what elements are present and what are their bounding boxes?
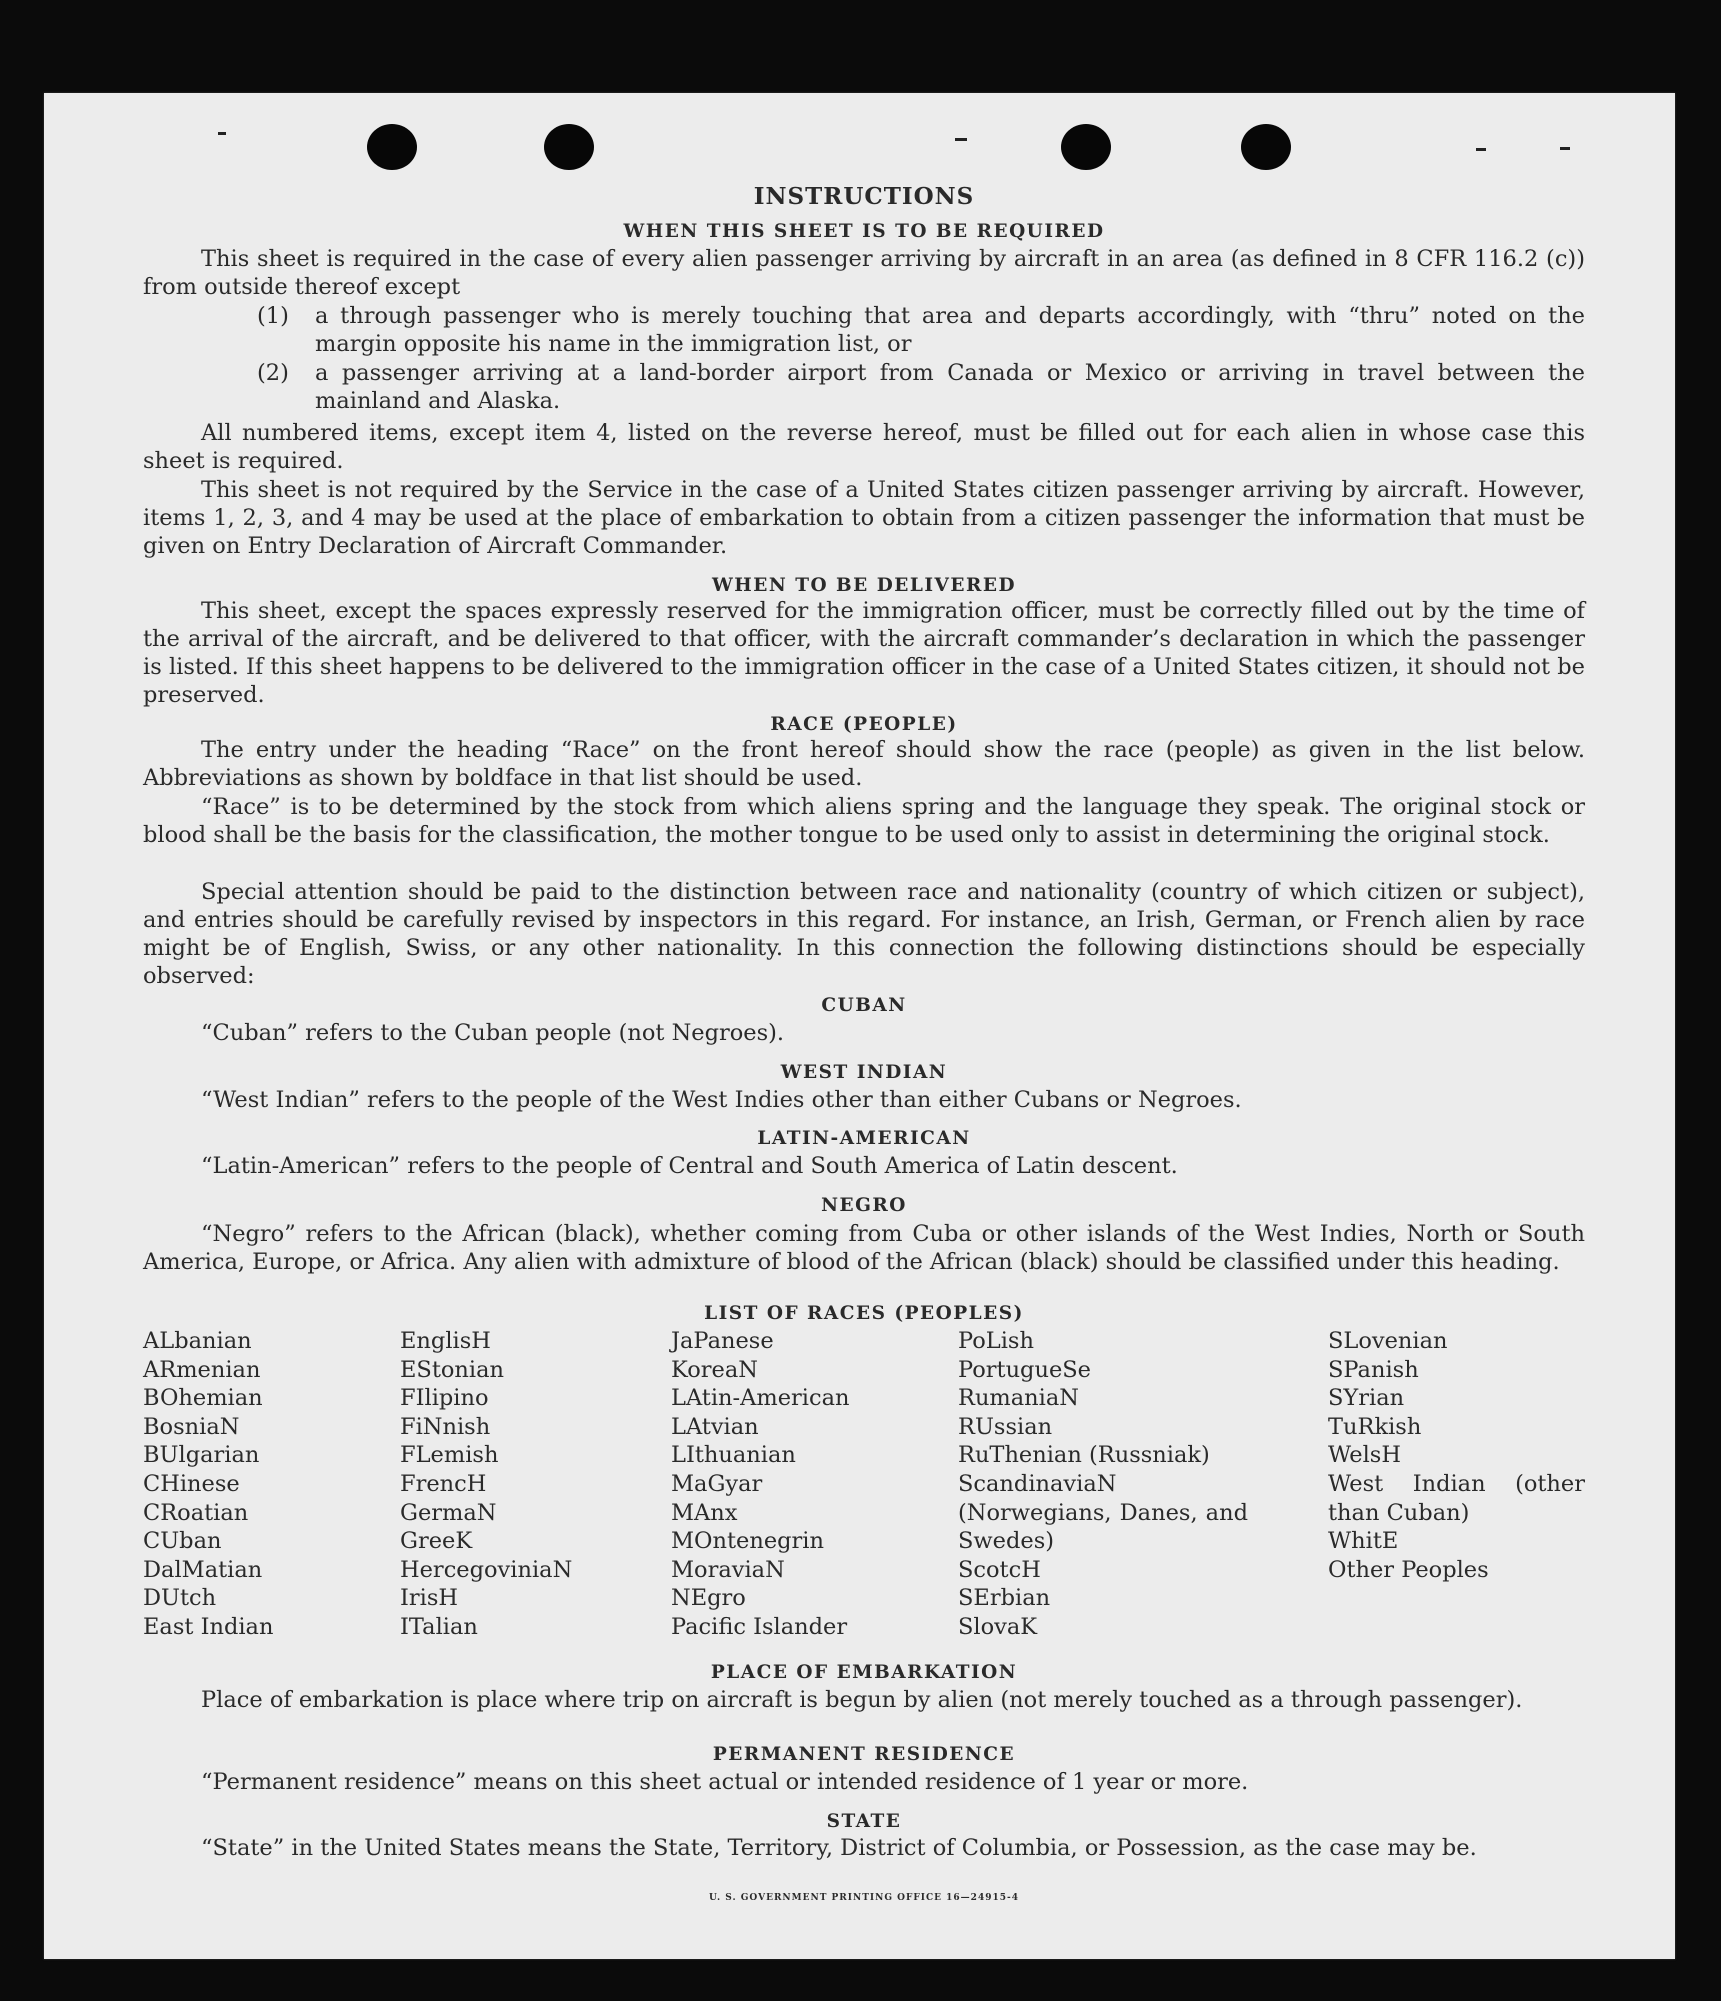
race-entry: IrisH [400, 1585, 459, 1612]
heading-negro: NEGRO [821, 1195, 907, 1216]
speck [1560, 147, 1570, 150]
printing-office-imprint: U. S. GOVERNMENT PRINTING OFFICE 16—24915-4 [709, 1893, 1019, 1903]
race-entry: EnglisH [400, 1328, 491, 1354]
race-entry: EStonian [400, 1356, 505, 1383]
race-entry: MoraviaN [671, 1556, 785, 1583]
heading-west-indian: WEST INDIAN [780, 1062, 948, 1083]
when-required-para-2: All numbered items, except item 4, listed on the reverse hereof, must be filled out for each alien in whose case this sheet is required. [143, 420, 1585, 474]
race-entry: FrencH [400, 1470, 487, 1497]
page-title: INSTRUCTIONS [753, 183, 975, 210]
when-required-para-3: This sheet is not required by the Service in the case of a United States citizen passenger arriving by aircraft. However, items 1, 2, 3, and 4 may be used at the place of embarkation to obtain from a citizen passenger the information that must be given on Entry Declaration of Aircraft Commander. [143, 477, 1585, 559]
list-item [257, 302, 1585, 358]
races-column-5 [1328, 1327, 1585, 1584]
race-entry: LAtvian [671, 1413, 759, 1440]
race-entry: RuThenian (Russniak) [958, 1442, 1210, 1469]
punch-hole [1241, 124, 1291, 170]
cuban-text: “Cuban” refers to the Cuban people (not Negroes). [201, 1020, 785, 1046]
item-text: a passenger arriving at a land-border airport from Canada or Mexico or arriving in travel between the mainland and Alaska. [315, 360, 1585, 414]
race-entry: GermaN [400, 1499, 497, 1526]
races-column-2 [400, 1327, 640, 1642]
race-entry: FLemish [400, 1442, 499, 1469]
heading-race: RACE (PEOPLE) [770, 714, 958, 735]
race-entry: CUban [143, 1528, 222, 1555]
heading-when-delivered: WHEN TO BE DELIVERED [712, 575, 1016, 596]
race-entry: RUssian [958, 1413, 1053, 1440]
race-entry: PortugueSe [958, 1356, 1092, 1383]
race-entry: SErbian [958, 1585, 1051, 1612]
heading-list-of-races: LIST OF RACES (PEOPLES) [704, 1303, 1024, 1324]
west-indian-text: “West Indian” refers to the people of the West Indies other than either Cubans or Negroes. [201, 1087, 1242, 1113]
race-entry: Pacific Islander [671, 1613, 848, 1640]
race-entry: FIlipino [400, 1385, 489, 1412]
race-entry: SlovaK [958, 1613, 1038, 1640]
when-required-intro: This sheet is required in the case of every alien passenger arriving by aircraft in an area (as defined in 8 CFR 116.2 (c)) from outside thereof except [143, 246, 1585, 300]
when-delivered-text: This sheet, except the spaces expressly reserved for the immigration officer, must be correctly filled out by the time of the arrival of the aircraft, and be delivered to that officer, with the aircraft commander’s declaration in which the passenger is listed. If this sheet happens to be delivered to the immigration officer in the case of a United States citizen, it should not be preserved. [143, 598, 1585, 708]
race-entry: MOntenegrin [671, 1528, 824, 1555]
race-entry: PoLish [958, 1328, 1034, 1354]
race-entry: BUlgarian [143, 1442, 260, 1469]
race-entry: ScandinaviaN (Norwegians, Danes, and Swedes) [958, 1470, 1248, 1555]
embarkation-text: Place of embarkation is place where trip on aircraft is begun by alien (not merely touched as a through passenger). [201, 1687, 1523, 1713]
race-entry: NEgro [671, 1585, 746, 1612]
race-entry: RumaniaN [958, 1385, 1079, 1412]
speck [955, 138, 967, 141]
latin-american-text: “Latin-American” refers to the people of Central and South America of Latin descent. [201, 1153, 1178, 1179]
race-entry: East Indian [143, 1613, 274, 1640]
race-entry: ITalian [400, 1613, 478, 1640]
item-text: a through passenger who is merely touching that area and departs accordingly, with “thru” noted on the margin opposite his name in the immigration list, or [315, 303, 1585, 357]
race-entry: CHinese [143, 1470, 240, 1497]
punch-hole [1061, 124, 1111, 170]
race-entry: SLovenian [1328, 1328, 1448, 1354]
race-entry: ALbanian [143, 1328, 252, 1354]
race-entry: HercegoviniaN [400, 1556, 573, 1583]
race-entry: CRoatian [143, 1499, 249, 1526]
heading-permanent-residence: PERMANENT RESIDENCE [712, 1744, 1016, 1765]
speck [218, 132, 226, 135]
race-entry: DUtch [143, 1585, 217, 1612]
race-entry: GreeK [400, 1528, 473, 1555]
heading-when-required: WHEN THIS SHEET IS TO BE REQUIRED [623, 221, 1105, 242]
race-entry: SYrian [1328, 1385, 1405, 1412]
race-entry: DalMatian [143, 1556, 263, 1583]
race-entry: MAnx [671, 1499, 738, 1526]
item-number: (1) [257, 303, 289, 329]
races-column-3 [671, 1327, 941, 1642]
race-para-1: The entry under the heading “Race” on the front hereof should show the race (people) as given in the list below. Abbreviations as shown by boldface in that list should be used. [143, 737, 1585, 791]
race-para-2: “Race” is to be determined by the stock from which aliens spring and the language they speak. The original stock or blood shall be the basis for the classification, the mother tongue to be used only to assist in determining the original stock. [143, 794, 1585, 848]
heading-state: STATE [826, 1811, 902, 1832]
race-entry: MaGyar [671, 1470, 763, 1497]
heading-latin-american: LATIN-AMERICAN [757, 1128, 971, 1149]
punch-hole [367, 124, 417, 170]
race-entry: KoreaN [671, 1356, 758, 1383]
race-entry: JaPanese [671, 1328, 774, 1354]
race-entry: Other Peoples [1328, 1556, 1489, 1583]
state-text: “State” in the United States means the State, Territory, District of Columbia, or Possession, as the case may be. [201, 1835, 1477, 1861]
race-entry: TuRkish [1328, 1413, 1422, 1440]
negro-text: “Negro” refers to the African (black), whether coming from Cuba or other islands of the West Indies, North or South America, Europe, or Africa. Any alien with admixture of blood of the African (black) should be classified under this heading. [143, 1221, 1585, 1275]
heading-cuban: CUBAN [821, 995, 907, 1016]
race-entry: FiNnish [400, 1413, 491, 1440]
race-entry: West Indian (other than Cuban) [1328, 1470, 1585, 1526]
list-item [257, 359, 1585, 415]
race-entry: LIthuanian [671, 1442, 796, 1469]
race-entry: BosniaN [143, 1413, 240, 1440]
race-entry: WelsH [1328, 1442, 1401, 1469]
race-entry: ARmenian [143, 1356, 261, 1383]
races-column-4 [958, 1327, 1248, 1642]
race-para-3: Special attention should be paid to the distinction between race and nationality (country of which citizen or subject), and entries should be carefully revised by inspectors in this regard. For instance, an Irish, German, or French alien by race might be of English, Swiss, or any other nationality. In this connection the following distinctions should be especially observed: [143, 879, 1585, 989]
heading-embarkation: PLACE OF EMBARKATION [710, 1662, 1018, 1683]
race-entry: ScotcH [958, 1556, 1041, 1583]
permanent-residence-text: “Permanent residence” means on this sheet actual or intended residence of 1 year or more. [201, 1769, 1249, 1795]
race-entry: WhitE [1328, 1528, 1399, 1555]
race-entry: SPanish [1328, 1356, 1419, 1383]
item-number: (2) [257, 360, 289, 386]
punch-hole [544, 124, 594, 170]
race-entry: BOhemian [143, 1385, 263, 1412]
speck [1476, 148, 1486, 151]
race-entry: LAtin-American [671, 1385, 850, 1412]
races-column-1 [143, 1327, 383, 1642]
